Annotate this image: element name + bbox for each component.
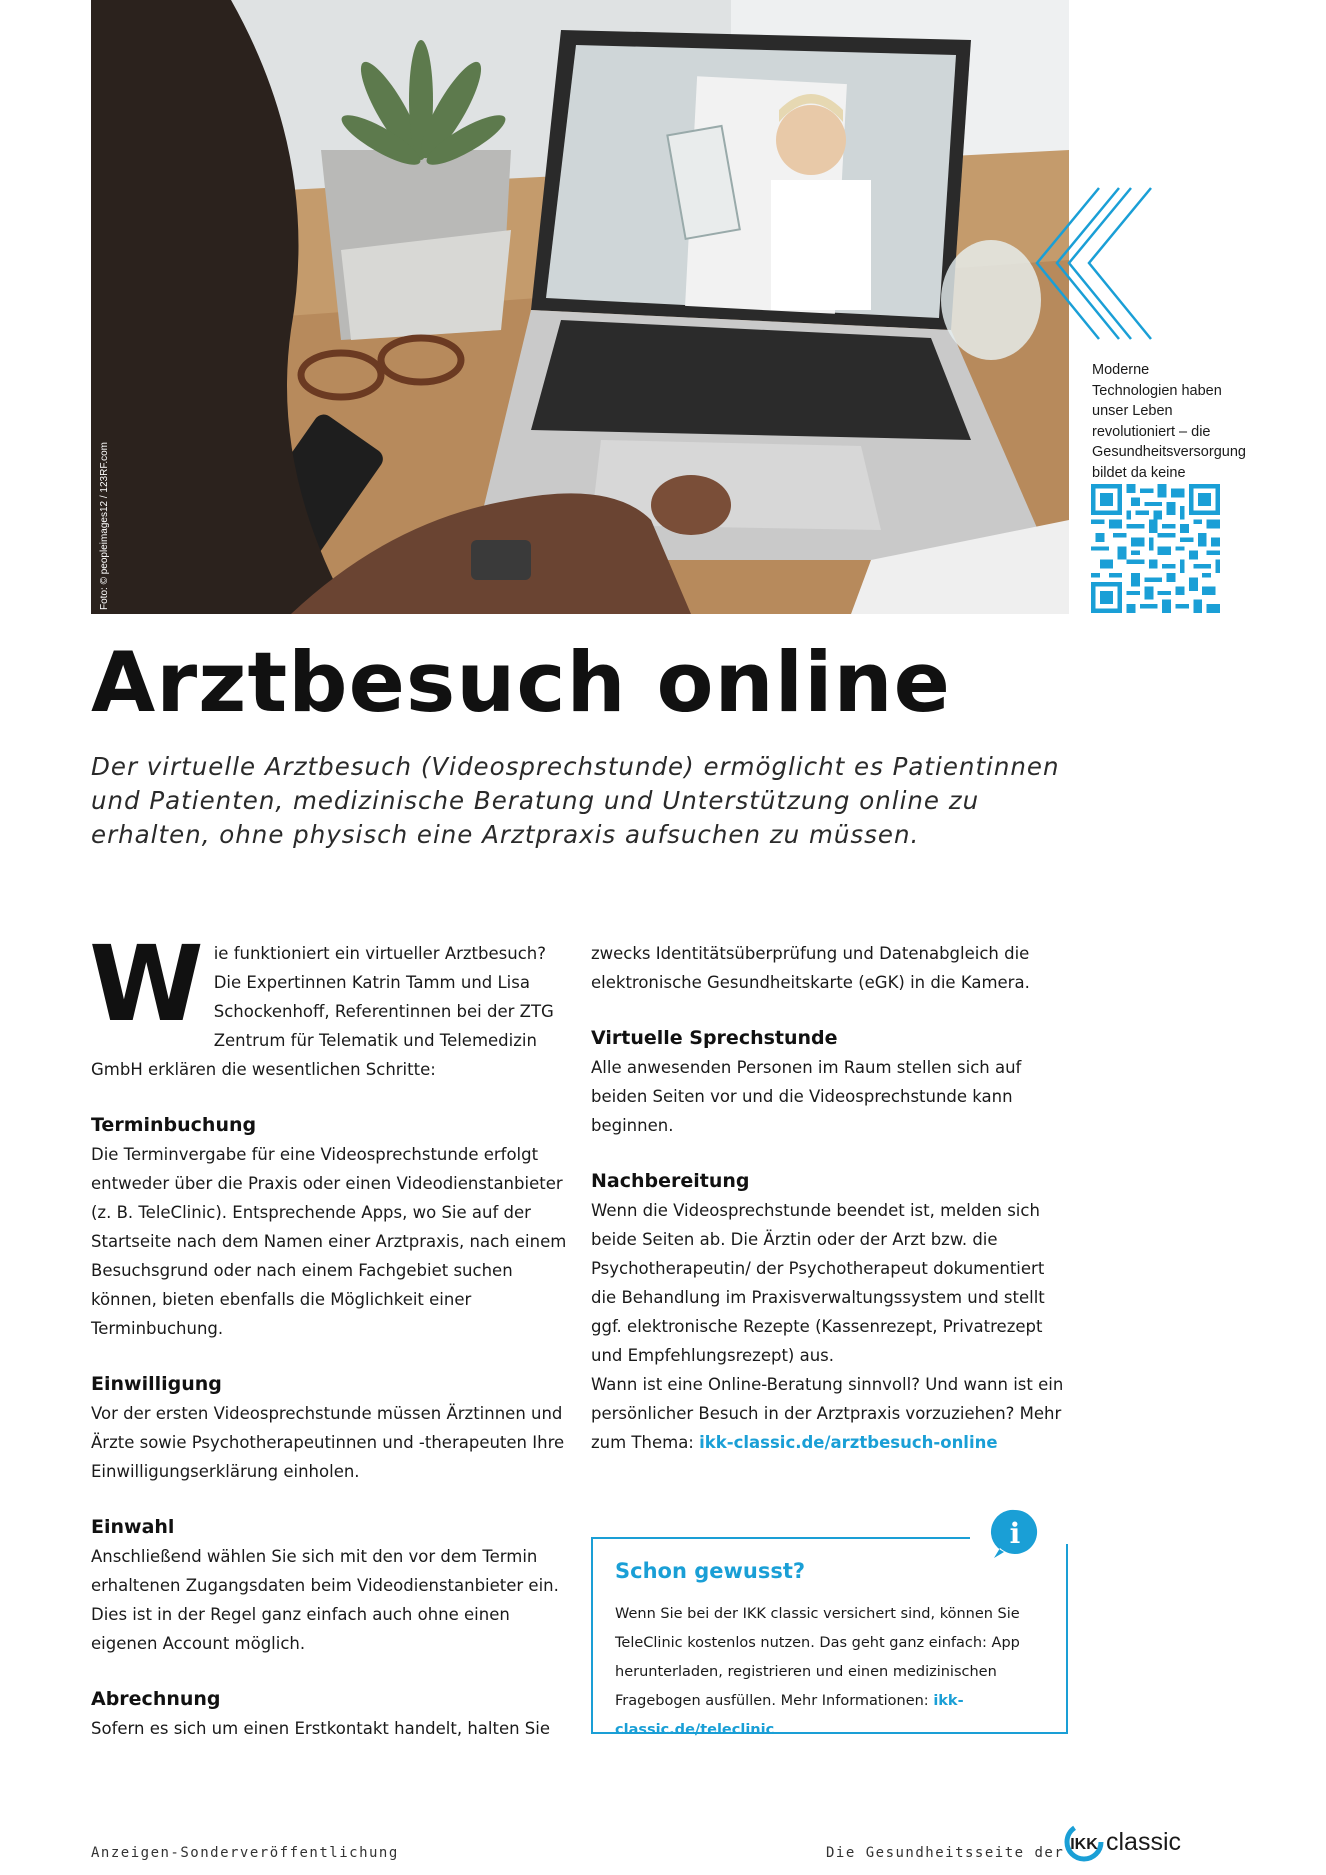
- section-text: Vor der ersten Videosprechstunde müssen Ärztinnen und Ärzte sowie Psychotherapeutinnen und -therapeuten Ihre Einwilligungserklärung einholen.: [91, 1404, 565, 1481]
- ikk-classic-logo: [1064, 1822, 1214, 1862]
- section-text: Anschließend wählen Sie sich mit den vor dem Termin erhaltenen Zugangsdaten beim Videodienstanbieter ein. Dies ist in der Regel ganz einfach auch ohne einen eigenen Account möglich.: [91, 1547, 559, 1653]
- section-abrechnung: [91, 1684, 571, 1743]
- info-box-title: Schon gewusst?: [615, 1559, 806, 1583]
- section-heading: Virtuelle Sprechstunde: [591, 1027, 838, 1049]
- svg-text:IKK: IKK: [1070, 1836, 1098, 1853]
- footer-label: Anzeigen-Sonderveröffentlichung: [91, 1845, 399, 1861]
- more-info-text: Wann ist eine Online-Beratung sinnvoll? Und wann ist ein persönlicher Besuch in der Arztpraxis vorzuziehen? Mehr zum Thema:: [591, 1375, 1064, 1452]
- section-heading: Abrechnung: [91, 1688, 221, 1710]
- info-box-text: Wenn Sie bei der IKK classic versichert sind, können Sie TeleClinic kostenlos nutzen. Das geht ganz einfach: App herunterladen, registrieren und einen medizinischen Fragebogen ausfüllen. Mehr Informationen:: [615, 1606, 1020, 1709]
- section-text: Sofern es sich um einen Erstkontakt handelt, halten Sie: [91, 1719, 551, 1738]
- intro-text: ie funktioniert ein virtueller Arztbesuch? Die Expertinnen Katrin Tamm und Lisa Schockenhoff, Referentinnen bei der ZTG Zentrum für Telematik und Telemedizin GmbH erklären die wesentlichen Schritte:: [91, 944, 554, 1079]
- more-info-link[interactable]: ikk-classic.de/arztbesuch-online: [699, 1433, 998, 1452]
- hero-illustration: [91, 0, 1069, 614]
- chevron-left-double-icon: [1035, 186, 1185, 341]
- info-box-link[interactable]: ikk-classic.de/teleclinic: [615, 1693, 964, 1738]
- logo-mark-icon: [1064, 1822, 1104, 1862]
- article-column-right: [591, 939, 1071, 1457]
- info-icon: [990, 1508, 1040, 1560]
- section-einwilligung: [91, 1369, 571, 1486]
- side-note: Moderne Technologien haben unser Leben revolutioniert – die Gesundheitsversorgung bildet da keine: [1092, 362, 1246, 481]
- section-text: Alle anwesenden Personen im Raum stellen sich auf beiden Seiten vor und die Videosprechstunde kann beginnen.: [591, 1058, 1022, 1135]
- intro-paragraph: [89, 923, 571, 1084]
- section-text: Wenn die Videosprechstunde beendet ist, melden sich beide Seiten ab. Die Ärztin oder der Arzt bzw. die Psychotherapeutin/ der Psychotherapeut dokumentiert die Behandlung im Praxisverwaltungssystem und stellt ggf. elektronische Rezepte (Kassenrezept, Privatrezept und Empfehlungsrezept) aus.: [591, 1201, 1045, 1365]
- photo-credit: Foto: © peopleimages12 / 123RF.com: [99, 441, 110, 610]
- more-info-paragraph: [591, 1370, 1071, 1457]
- lead-paragraph: Der virtuelle Arztbesuch (Videosprechstunde) ermöglicht es Patientinnen und Patienten, medizinische Beratung und Unterstützung online zu erhalten, ohne physisch eine Arztpraxis aufsuchen zu müssen.: [91, 752, 1060, 849]
- qr-code[interactable]: [1091, 484, 1220, 613]
- continuation-text: zwecks Identitätsüberprüfung und Datenabgleich die elektronische Gesundheitskarte (eGK) in die Kamera.: [591, 944, 1030, 992]
- section-virtuelle-sprechstunde: [591, 1023, 1071, 1140]
- info-box-body: [615, 1600, 1045, 1745]
- hero-photo: [91, 0, 1069, 614]
- logo-text: classic: [1106, 1828, 1182, 1856]
- section-terminbuchung: [91, 1110, 571, 1343]
- section-einwahl: [91, 1512, 571, 1658]
- drop-cap: W: [89, 923, 204, 1045]
- page-title: Arztbesuch online: [91, 634, 951, 731]
- section-heading: Terminbuchung: [91, 1114, 257, 1136]
- section-heading: Nachbereitung: [591, 1170, 750, 1192]
- section-text: Die Terminvergabe für eine Videosprechstunde erfolgt entweder über die Praxis oder einen Videodienstanbieter (z. B. TeleClinic). Entsprechende Apps, wo Sie auf der Startseite nach dem Namen einer Arztpraxis, nach einem Besuchsgrund oder nach einem Fachgebiet suchen können, bieten ebenfalls die Möglichkeit einer Terminbuchung.: [91, 1145, 567, 1338]
- section-heading: Einwilligung: [91, 1373, 222, 1395]
- article-column-left: [89, 923, 571, 1743]
- section-heading: Einwahl: [91, 1516, 175, 1538]
- footer-tagline: Die Gesundheitsseite der: [826, 1845, 1065, 1861]
- info-icon-letter: i: [1009, 1517, 1021, 1550]
- section-nachbereitung: [591, 1166, 1071, 1370]
